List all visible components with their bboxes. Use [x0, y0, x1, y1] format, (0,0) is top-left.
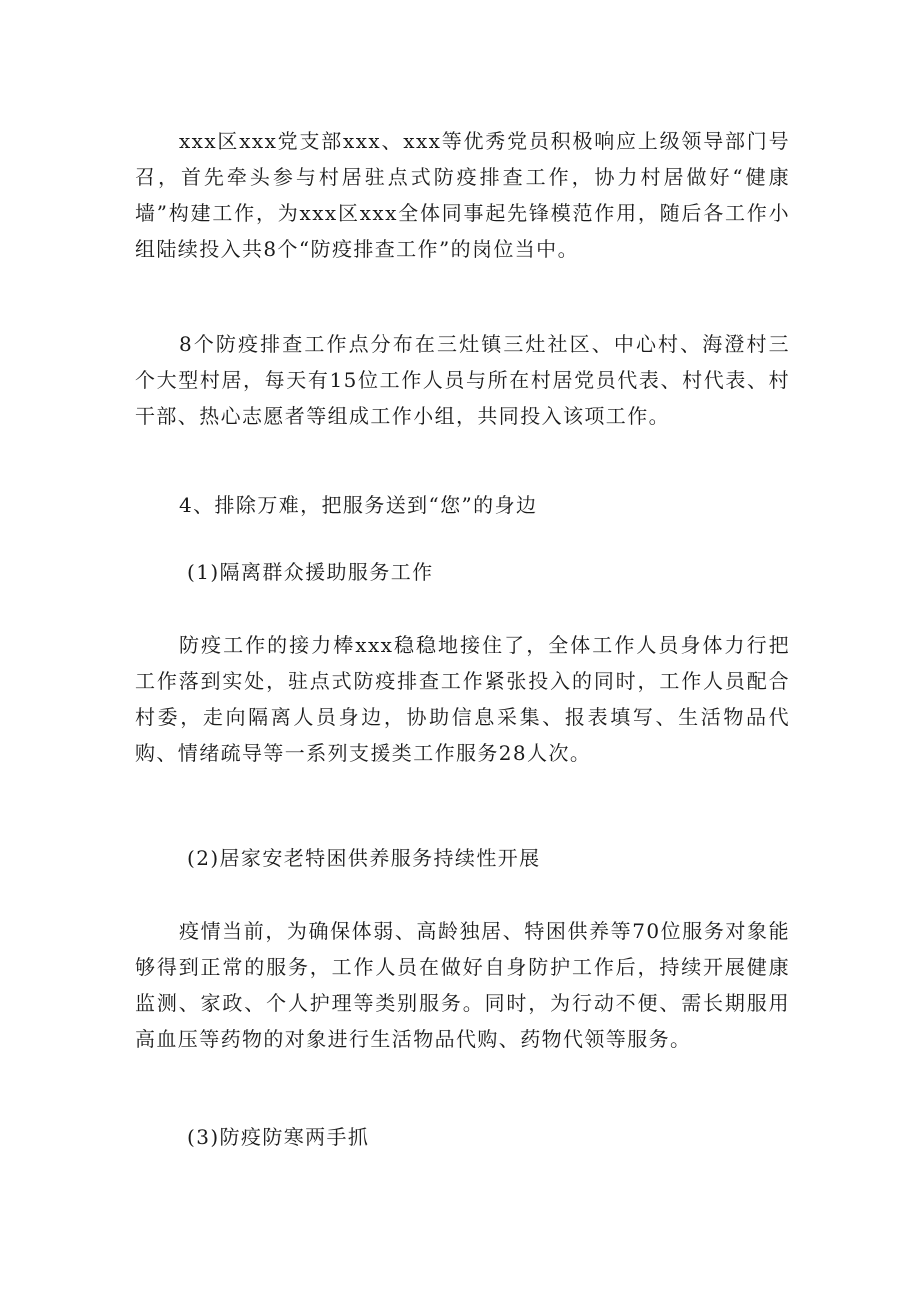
- section-heading: 4、排除万难，把服务送到“您”的身边: [179, 493, 538, 517]
- paragraph-party-branch: xxx区xxx党支部xxx、xxx等优秀党员积极响应上级领导部门号召，首先牵头参与村居驻点式防疫排查工作，协力村居做好“健康墙”构建工作，为xxx区xxx全体同事起先锋模范作用，随后各工作小组陆续投入共8个“防疫排查工作”的岗位当中。: [135, 129, 790, 261]
- subheading-elderly-care: (2)居家安老特困供养服务持续性开展: [187, 846, 541, 870]
- subheading-epidemic-cold: (3)防疫防寒两手抓: [187, 1125, 370, 1149]
- paragraph-checkpoints: 8个防疫排查工作点分布在三灶镇三灶社区、中心村、海澄村三个大型村居，每天有15位工作人员与所在村居党员代表、村代表、村干部、热心志愿者等组成工作小组，共同投入该项工作。: [135, 332, 790, 428]
- subheading-isolation-aid: (1)隔离群众援助服务工作: [187, 560, 434, 584]
- paragraph-elderly-care: 疫情当前，为确保体弱、高龄独居、特困供养等70位服务对象能够得到正常的服务，工作人员在做好自身防护工作后，持续开展健康监测、家政、个人护理等类别服务。同时，为行动不便、需长期服用高血压等药物的对象进行生活物品代购、药物代领等服务。: [135, 919, 790, 1051]
- paragraph-isolation-aid: 防疫工作的接力棒xxx稳稳地接住了，全体工作人员身体力行把工作落到实处，驻点式防疫排查工作紧张投入的同时，工作人员配合村委，走向隔离人员身边，协助信息采集、报表填写、生活物品代购、情绪疏导等一系列支援类工作服务28人次。: [135, 633, 790, 765]
